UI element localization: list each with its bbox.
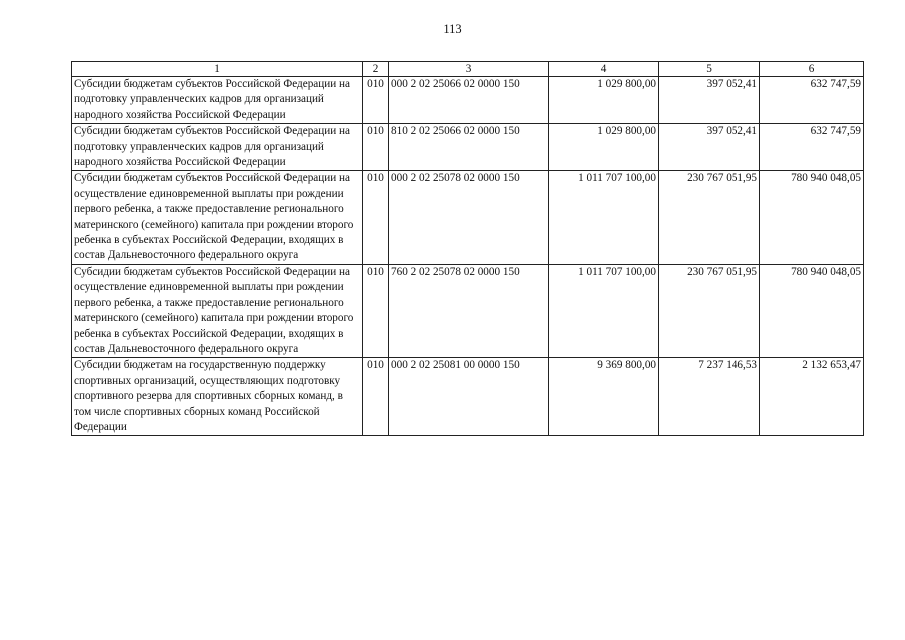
- amount-col5: 230 767 051,95: [659, 171, 760, 264]
- amount-col5: 397 052,41: [659, 124, 760, 171]
- amount-col6: 780 940 048,05: [760, 171, 864, 264]
- column-header-5: 5: [659, 62, 760, 77]
- subsidy-name: Субсидии бюджетам субъектов Российской Федерации на подготовку управленческих кадров для организаций народного хозяйства Российской Федерации: [72, 77, 363, 124]
- table-header-row: [72, 62, 864, 77]
- subsidy-name: Субсидии бюджетам субъектов Российской Федерации на осуществление единовременной выплаты при рождении первого ребенка, а также предоставление регионального материнского (семейного) капитала при рождении второго ребенка в субъектах Российской Федерации, входящих в состав Дальневосточного федерального округа: [72, 264, 363, 357]
- column-header-1: 1: [72, 62, 363, 77]
- table-row: [72, 77, 864, 124]
- table-row: [72, 171, 864, 264]
- column-header-4: 4: [549, 62, 659, 77]
- table-row: [72, 264, 864, 357]
- amount-col6: 632 747,59: [760, 77, 864, 124]
- subsidy-name: Субсидии бюджетам на государственную поддержку спортивных организаций, осуществляющих подготовку спортивного резерва для спортивных сборных команд, в том числе спортивных сборных команд Российской Федерации: [72, 358, 363, 436]
- amount-col6: 2 132 653,47: [760, 358, 864, 436]
- page-number: 113: [443, 22, 462, 36]
- amount-col5: 230 767 051,95: [659, 264, 760, 357]
- column-header-2: 2: [363, 62, 389, 77]
- budget-classification-code: 000 2 02 25066 02 0000 150: [389, 77, 549, 124]
- subsidy-name: Субсидии бюджетам субъектов Российской Федерации на осуществление единовременной выплаты при рождении первого ребенка, а также предоставление регионального материнского (семейного) капитала при рождении второго ребенка в субъектах Российской Федерации, входящих в состав Дальневосточного федерального округа: [72, 171, 363, 264]
- admin-code: 010: [363, 77, 389, 124]
- amount-col4: 1 029 800,00: [549, 124, 659, 171]
- admin-code: 010: [363, 171, 389, 264]
- amount-col5: 397 052,41: [659, 77, 760, 124]
- amount-col5: 7 237 146,53: [659, 358, 760, 436]
- amount-col6: 632 747,59: [760, 124, 864, 171]
- budget-classification-code: 760 2 02 25078 02 0000 150: [389, 264, 549, 357]
- amount-col4: 9 369 800,00: [549, 358, 659, 436]
- admin-code: 010: [363, 264, 389, 357]
- budget-classification-code: 000 2 02 25081 00 0000 150: [389, 358, 549, 436]
- admin-code: 010: [363, 358, 389, 436]
- amount-col6: 780 940 048,05: [760, 264, 864, 357]
- admin-code: 010: [363, 124, 389, 171]
- column-header-6: 6: [760, 62, 864, 77]
- amount-col4: 1 011 707 100,00: [549, 171, 659, 264]
- budget-classification-code: 000 2 02 25078 02 0000 150: [389, 171, 549, 264]
- amount-col4: 1 029 800,00: [549, 77, 659, 124]
- subsidy-name: Субсидии бюджетам субъектов Российской Федерации на подготовку управленческих кадров для организаций народного хозяйства Российской Федерации: [72, 124, 363, 171]
- table-row: [72, 358, 864, 436]
- budget-classification-code: 810 2 02 25066 02 0000 150: [389, 124, 549, 171]
- table-row: [72, 124, 864, 171]
- amount-col4: 1 011 707 100,00: [549, 264, 659, 357]
- budget-table: [71, 61, 864, 436]
- column-header-3: 3: [389, 62, 549, 77]
